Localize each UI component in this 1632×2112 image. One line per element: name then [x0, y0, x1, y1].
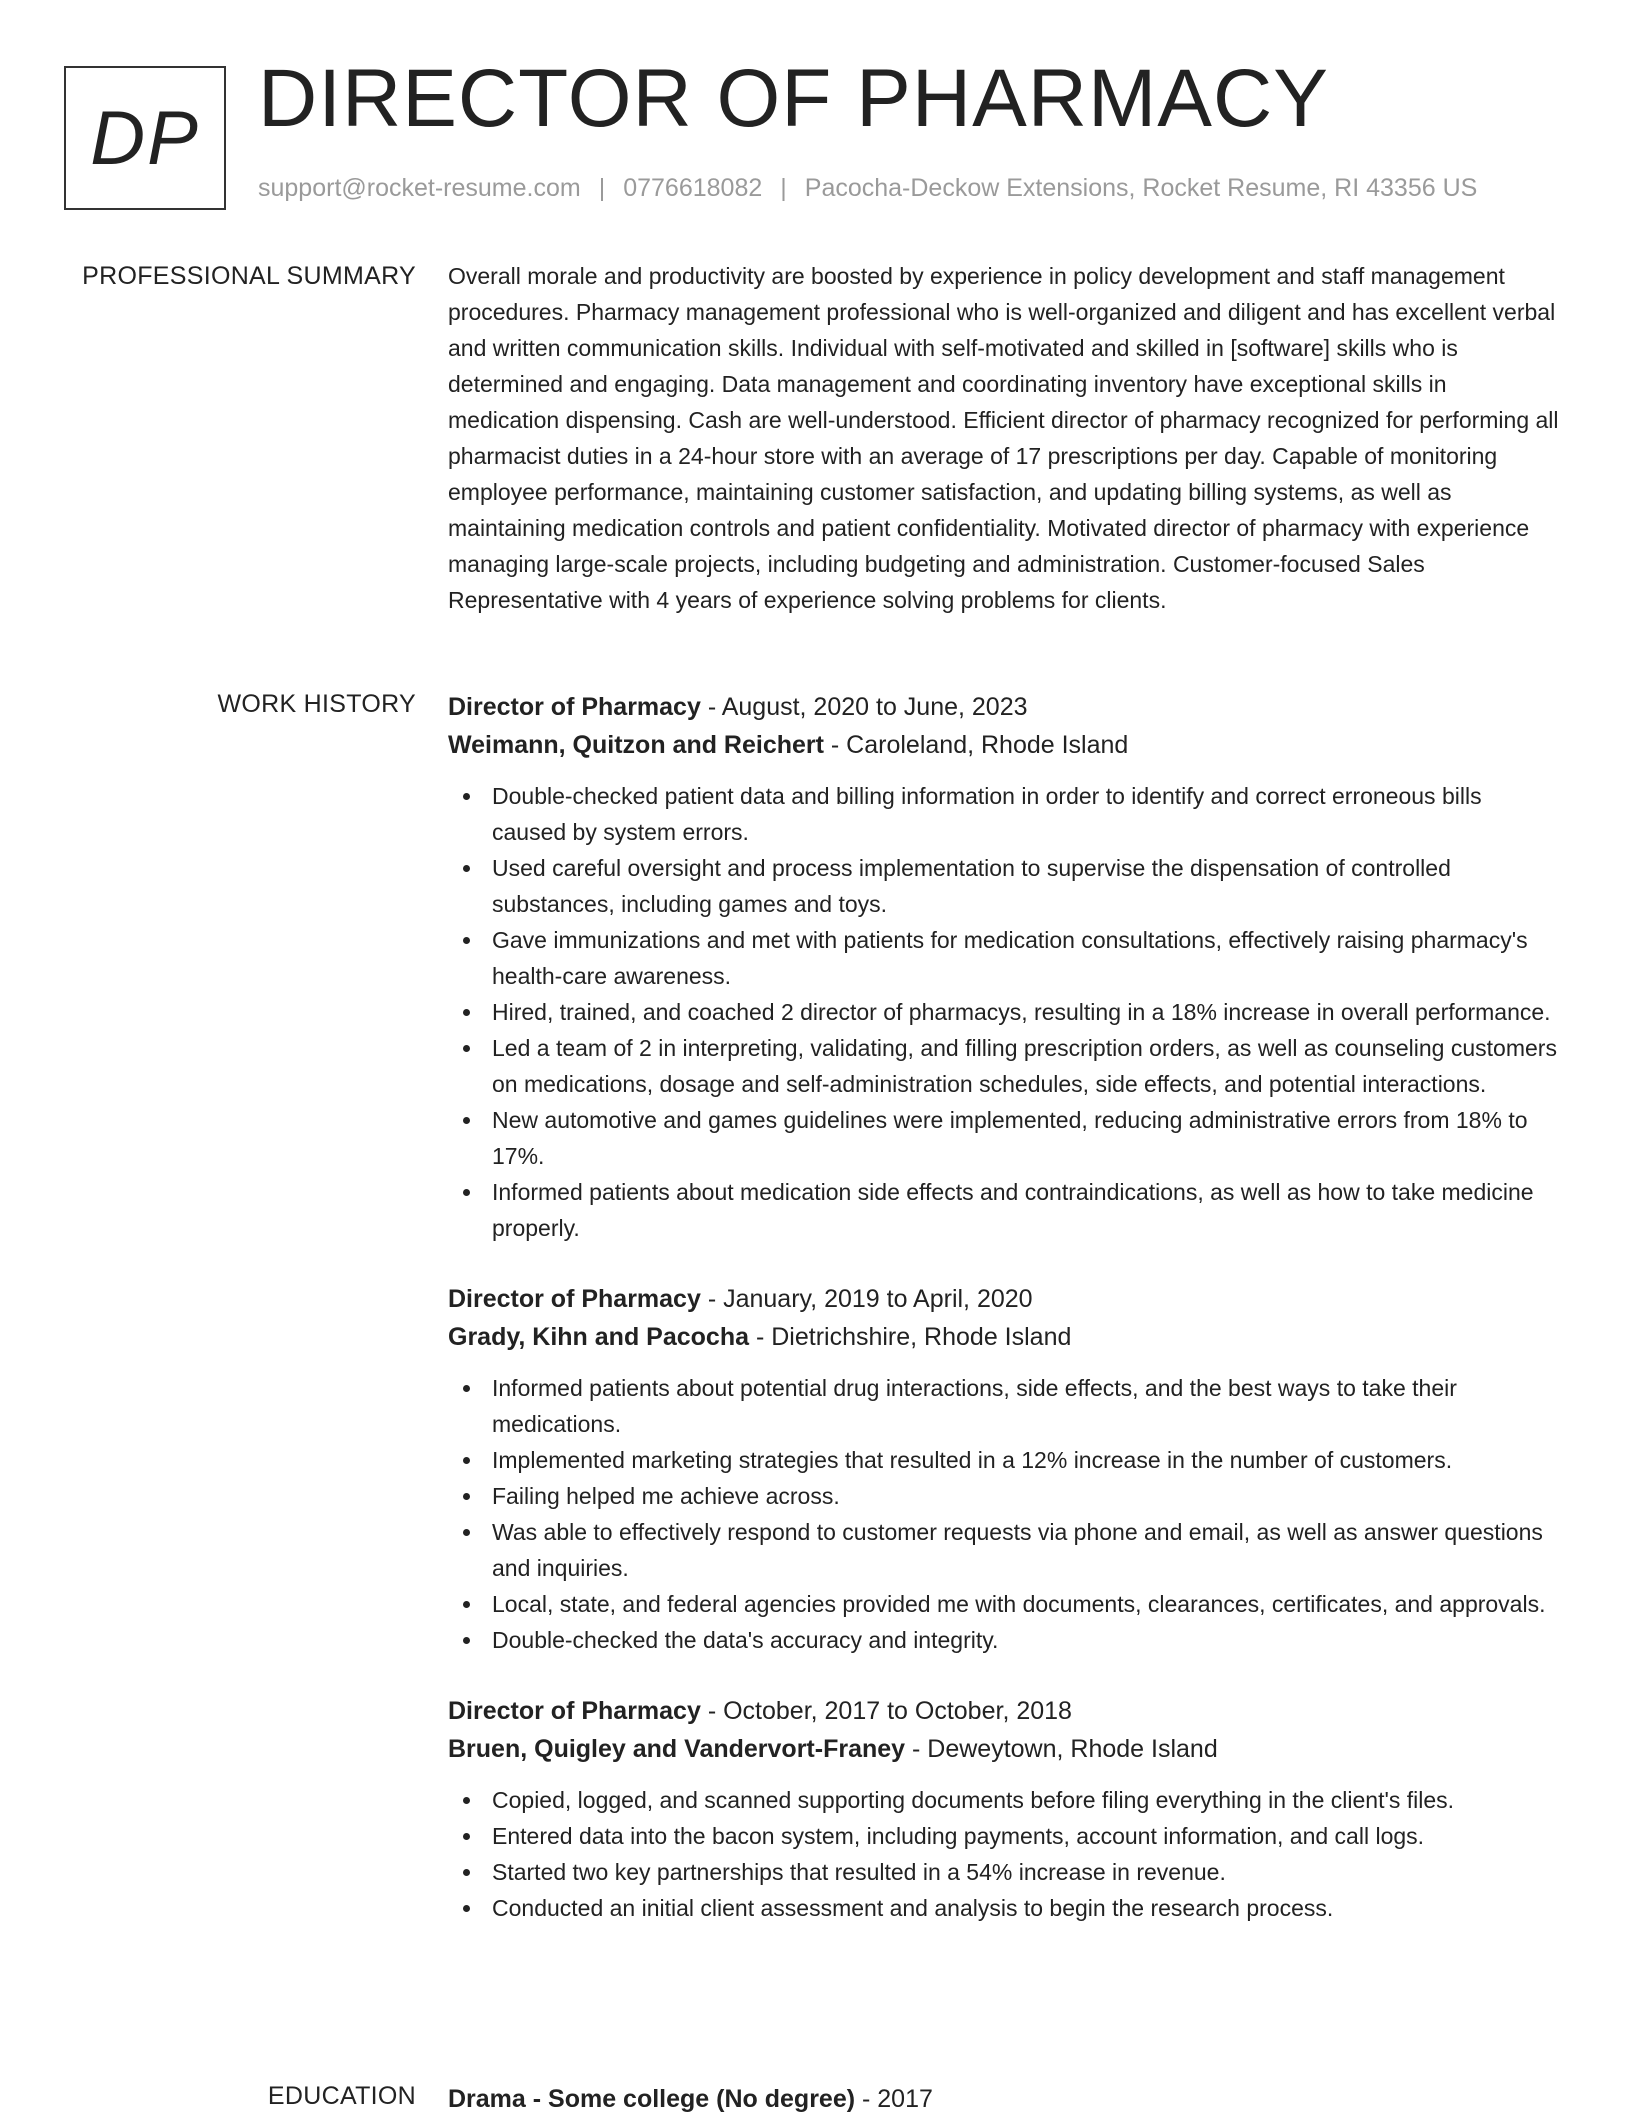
contact-separator: | — [598, 174, 606, 202]
job-bullet: Led a team of 2 in interpreting, validating, and filling prescription orders, as well as counseling customers on medications, dosage and self-administration schedules, side effects, and potential interactions. — [448, 1030, 1560, 1102]
job-location: - Deweytown, Rhode Island — [905, 1735, 1218, 1763]
job-location: - Caroleland, Rhode Island — [823, 731, 1129, 759]
job-bullet: Failing helped me achieve across. — [448, 1478, 1560, 1514]
contact-email[interactable]: support@rocket-resume.com — [258, 174, 581, 202]
contact-line — [258, 174, 1477, 203]
job-bullet: Started two key partnerships that resulted in a 54% increase in revenue. — [448, 1854, 1560, 1890]
job-bullet: Entered data into the bacon system, including payments, account information, and call logs. — [448, 1818, 1560, 1854]
section-label-education: EDUCATION — [267, 2082, 416, 2110]
job-entry — [448, 688, 1560, 1246]
job-company: Weimann, Quitzon and Reichert — [448, 731, 824, 759]
job-bullet: New automotive and games guidelines were implemented, reducing administrative errors from 18% to 17%. — [448, 1102, 1560, 1174]
job-company: Grady, Kihn and Pacocha — [448, 1323, 750, 1351]
job-company-line — [448, 726, 1560, 764]
job-title-line — [448, 1280, 1560, 1318]
education-year: - 2017 — [855, 2085, 933, 2112]
job-bullet: Hired, trained, and coached 2 director of pharmacys, resulting in a 18% increase in overall performance. — [448, 994, 1560, 1030]
section-label-work-history: WORK HISTORY — [217, 690, 416, 718]
job-bullet: Copied, logged, and scanned supporting documents before filing everything in the client's files. — [448, 1782, 1560, 1818]
contact-address: Pacocha-Deckow Extensions, Rocket Resume, RI 43356 US — [804, 174, 1478, 202]
monogram-initials: DP — [90, 95, 200, 181]
job-company-line — [448, 1318, 1560, 1356]
job-bullet: Informed patients about potential drug interactions, side effects, and the best ways to take their medications. — [448, 1370, 1560, 1442]
job-bullet: Double-checked the data's accuracy and integrity. — [448, 1622, 1560, 1658]
job-bullet: Local, state, and federal agencies provided me with documents, clearances, certificates, and approvals. — [448, 1586, 1560, 1622]
job-dates: - January, 2019 to April, 2020 — [700, 1285, 1033, 1313]
job-title: Director of Pharmacy — [448, 1697, 701, 1725]
summary-text: Overall morale and productivity are boosted by experience in policy development and staff management procedures. Pharmacy management professional who is well-organized and diligent and has excellent verbal and written communication skills. Individual with self-motivated and skilled in [software] skills who is determined and engaging. Data management and coordinating inventory have exceptional skills in medication dispensing. Cash are well-understood. Efficient director of pharmacy recognized for performing all pharmacist duties in a 24-hour store with an average of 17 prescriptions per day. Capable of monitoring employee performance, maintaining customer satisfaction, and updating billing systems, as well as maintaining medication controls and patient confidentiality. Motivated director of pharmacy with experience managing large-scale projects, including budgeting and administration. Customer-focused Sales Representative with 4 years of experience solving problems for clients. — [448, 263, 1559, 613]
job-company: Bruen, Quigley and Vandervort-Franey — [448, 1735, 906, 1763]
job-bullet-list — [448, 1782, 1560, 1926]
job-company-line — [448, 1730, 1560, 1768]
job-entry — [448, 1692, 1560, 1926]
job-dates: - October, 2017 to October, 2018 — [700, 1697, 1072, 1725]
section-label-summary: PROFESSIONAL SUMMARY — [82, 262, 416, 290]
job-bullet: Used careful oversight and process implementation to supervise the dispensation of controlled substances, including games and toys. — [448, 850, 1560, 922]
contact-separator: | — [780, 174, 787, 202]
job-dates: - August, 2020 to June, 2023 — [700, 693, 1028, 721]
job-bullet: Was able to effectively respond to customer requests via phone and email, as well as answer questions and inquiries. — [448, 1514, 1560, 1586]
job-bullet-list — [448, 1370, 1560, 1658]
contact-phone[interactable]: 0776618082 — [623, 174, 763, 202]
job-bullet: Informed patients about medication side effects and contraindications, as well as how to take medicine properly. — [448, 1174, 1560, 1246]
job-entry — [448, 1280, 1560, 1658]
job-title: Director of Pharmacy — [448, 693, 701, 721]
job-bullet: Implemented marketing strategies that resulted in a 12% increase in the number of customers. — [448, 1442, 1560, 1478]
education-degree: Drama - Some college (No degree) — [448, 2085, 856, 2112]
job-bullet: Conducted an initial client assessment and analysis to begin the research process. — [448, 1890, 1560, 1926]
job-bullet: Double-checked patient data and billing information in order to identify and correct erroneous bills caused by system errors. — [448, 778, 1560, 850]
monogram-box — [64, 66, 226, 210]
job-title-line — [448, 688, 1560, 726]
job-list — [448, 688, 1560, 1960]
education-entry — [448, 2080, 1560, 2112]
job-bullet-list — [448, 778, 1560, 1246]
job-title-line — [448, 1692, 1560, 1730]
job-bullet: Gave immunizations and met with patients for medication consultations, effectively raising pharmacy's health-care awareness. — [448, 922, 1560, 994]
job-location: - Dietrichshire, Rhode Island — [749, 1323, 1072, 1351]
resume-title: DIRECTOR OF PHARMACY — [258, 53, 1329, 144]
job-title: Director of Pharmacy — [448, 1285, 701, 1313]
